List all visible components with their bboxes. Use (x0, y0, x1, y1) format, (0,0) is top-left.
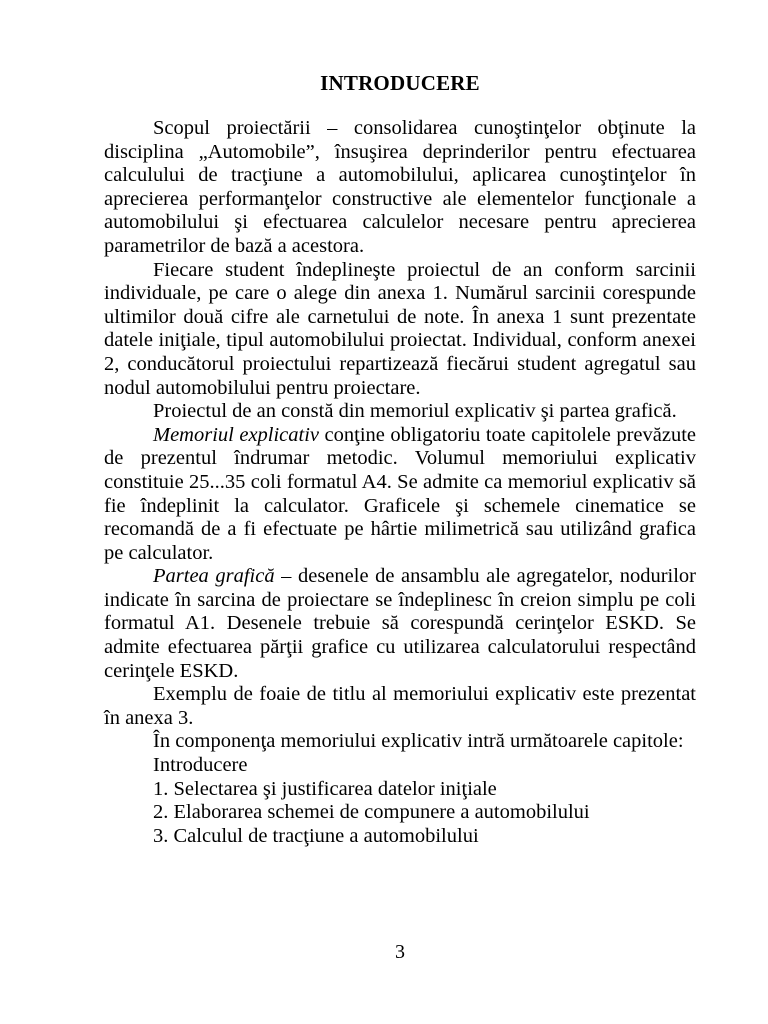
paragraph-components (104, 730, 696, 754)
list-item: 1. Selectarea şi justificarea datelor iniţiale (153, 777, 497, 800)
paragraph-purpose (104, 117, 696, 259)
body-text (104, 117, 696, 848)
page-number: 3 (395, 941, 405, 963)
paragraph-assignment (104, 259, 696, 401)
paragraph-text: Proiectul de an constă din memoriul explicativ şi partea grafică. (153, 400, 677, 423)
italic-term: Partea grafică (153, 565, 275, 588)
paragraph-structure (104, 400, 696, 424)
paragraph-text: conţine obligatoriu toate capitolele prevăzute de prezentul îndrumar metodic. Volumul memoriului explicativ constituie 25...35 coli formatul A4. Se admite ca memoriul explicativ să fie îndeplinit la calculator. Graficele şi schemele cinematice se recomandă de a fi efectuate pe hârtie milimetrică sau utilizând grafica pe calculator. (104, 423, 696, 564)
paragraph-explanatory-memo (104, 424, 696, 566)
paragraph-text: Exemplu de foaie de titlu al memoriului explicativ este prezentat în anexa 3. (104, 683, 696, 729)
paragraph-text: În componenţa memoriului explicativ intră următoarele capitole: (153, 730, 684, 753)
list-item: 2. Elaborarea schemei de compunere a automobilului (153, 801, 590, 824)
paragraph-title-sheet (104, 683, 696, 730)
paragraph-text: – desenele de ansamblu ale agregatelor, nodurilor indicate în sarcina de proiectare se îndeplinesc în creion simplu pe coli formatul A1. Desenele trebuie să corespundă cerinţelor ESKD. Se admite efectuarea părţii grafice cu utilizarea calculatorului respectând cerinţele ESKD. (104, 565, 697, 682)
italic-term: Memoriul explicativ (153, 423, 320, 446)
page-title: INTRODUCERE (320, 71, 480, 95)
paragraph-text: Scopul proiectării – consolidarea cunoştinţelor obţinute la disciplina „Automobile”, însuşirea deprinderilor pentru efectuarea calculului de tracţiune a automobilului, aplicarea cunoştinţelor în aprecierea performanţelor constructive ale elementelor funcţionale a automobilului şi efectuarea calculelor necesare pentru aprecierea parametrilor de bază a acestora. (104, 117, 696, 257)
chapter-list (104, 754, 696, 848)
list-item: Introducere (153, 754, 248, 777)
paragraph-graphic-part (104, 565, 696, 683)
list-item: 3. Calculul de tracţiune a automobilului (153, 824, 479, 847)
paragraph-text: Fiecare student îndeplineşte proiectul de an conform sarcinii individuale, pe care o alege din anexa 1. Numărul sarcinii corespunde ultimilor două cifre ale carnetului de note. În anexa 1 sunt prezentate datele iniţiale, tipul automobilului proiectat. Individual, conform anexei 2, conducătorul proiectului repartizează fiecărui student agregatul sau nodul automobilului pentru proiectare. (104, 258, 696, 399)
